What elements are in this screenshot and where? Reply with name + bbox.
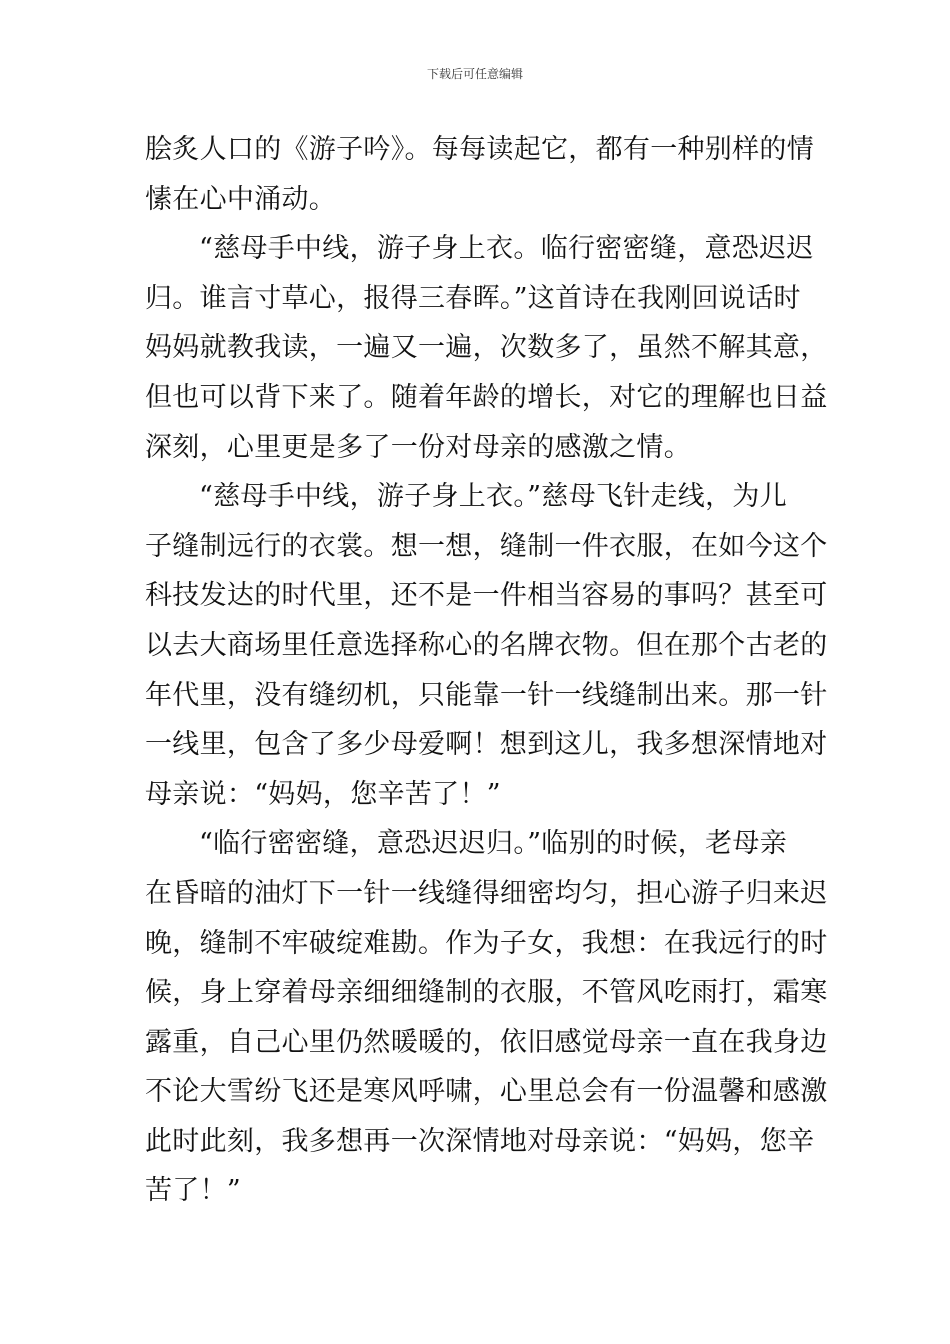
text-line: 母亲说：“妈妈，您辛苦了！” [145,778,501,810]
paragraph-first-line: “慈母手中线，游子身上衣。临行密密缝，意恐迟迟 [199,233,814,265]
text-line: 深刻，心里更是多了一份对母亲的感激之情。 [145,431,691,463]
text-line: 晚，缝制不牢破绽难勘。作为子女，我想：在我远行的时 [145,927,828,959]
page-header: 下载后可任意编辑 [426,67,523,81]
text-line: 但也可以背下来了。随着年龄的增长，对它的理解也日益 [145,381,828,413]
text-line: 候，身上穿着母亲细细缝制的衣服，不管风吃雨打，霜寒 [145,977,828,1009]
paragraph-first-line: “慈母手中线，游子身上衣。”慈母飞针走线，为儿 [199,481,788,513]
text-line: 科技发达的时代里，还不是一件相当容易的事吗？甚至可 [145,580,828,612]
text-line: 年代里，没有缝纫机，只能靠一针一线缝制出来。那一针 [145,679,828,711]
text-line: 以去大商场里任意选择称心的名牌衣物。但在那个古老的 [145,629,828,661]
text-line: 归。谁言寸草心，报得三春晖。”这首诗在我刚回说话时 [145,282,801,314]
text-line: 此时此刻，我多想再一次深情地对母亲说：“妈妈，您辛 [145,1125,815,1157]
text-line: 露重，自己心里仍然暖暖的，依旧感觉母亲一直在我身边 [145,1026,828,1058]
text-line: 在昏暗的油灯下一针一线缝得细密均匀，担心游子归来迟 [145,877,828,909]
paragraph-first-line: “临行密密缝，意恐迟迟归。”临别的时候，老母亲 [199,828,788,860]
document-body [145,125,828,1216]
text-line: 脍炙人口的《游子吟》。每每读起它，都有一种别样的情 [145,134,814,165]
text-line: 妈妈就教我读，一遍又一遍，次数多了，虽然不解其意， [145,332,828,364]
text-line: 苦了！” [145,1175,242,1207]
text-line: 不论大雪纷飞还是寒风呼啸，心里总会有一份温馨和感激 [145,1076,828,1108]
text-line: 一线里，包含了多少母爱啊！想到这儿，我多想深情地对 [145,729,828,761]
text-line: 子缝制远行的衣裳。想一想，缝制一件衣服，在如今这个 [145,530,828,562]
text-line: 愫在心中涌动。 [145,183,337,215]
